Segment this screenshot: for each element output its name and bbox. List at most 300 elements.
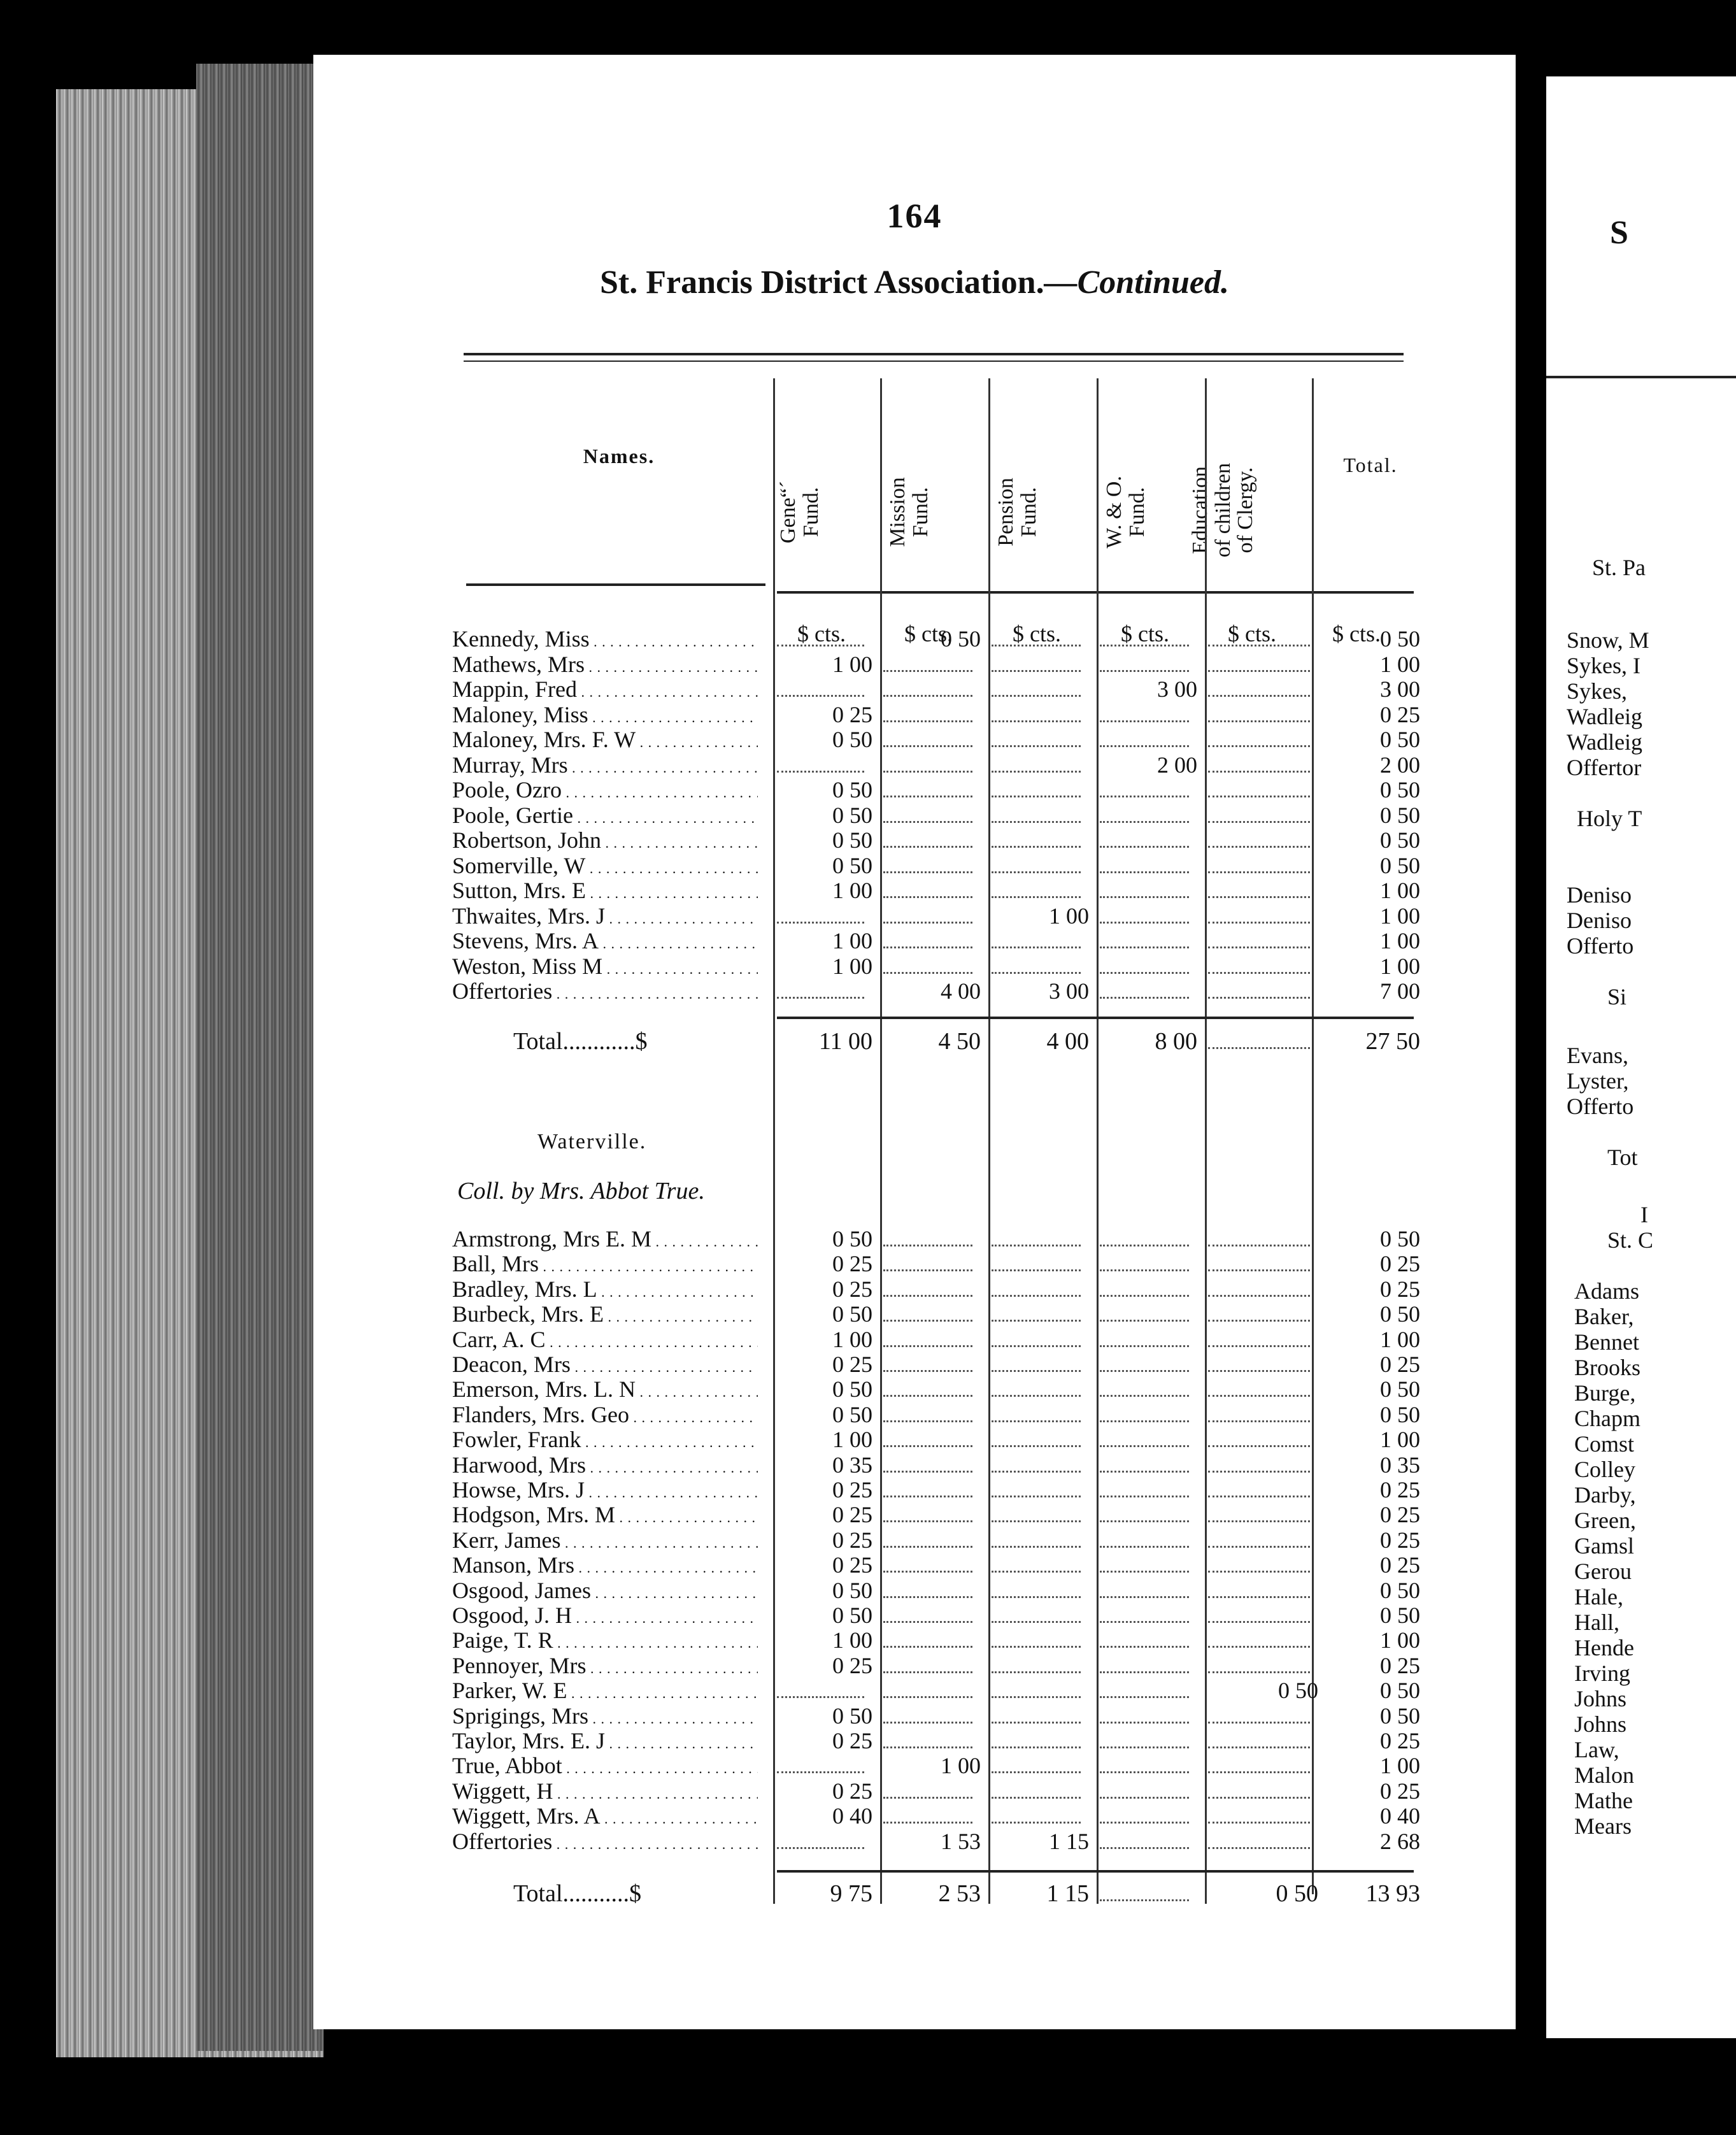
empty-cell-leader xyxy=(1208,695,1310,697)
amount-total: 0 25 xyxy=(1380,1276,1420,1302)
amount-general: 0 50 xyxy=(832,827,872,853)
empty-cell-leader xyxy=(1100,922,1189,924)
amount-total: 0 35 xyxy=(1380,1452,1420,1478)
row-name: Fowler, Frank . . . xyxy=(452,1427,758,1455)
table-row xyxy=(452,1553,1446,1578)
row-name: Manson, Mrs . . . xyxy=(452,1553,758,1580)
empty-cell-leader xyxy=(992,1445,1081,1447)
table-row xyxy=(452,1704,1446,1729)
table-row xyxy=(452,1227,1446,1252)
row-name: Osgood, James . . . xyxy=(452,1578,758,1606)
empty-cell-leader xyxy=(992,1420,1081,1422)
total-label: Total............$ xyxy=(513,1028,648,1055)
empty-cell-leader xyxy=(1208,972,1310,974)
empty-cell-leader xyxy=(992,972,1081,974)
facing-page-text: Hall, xyxy=(1574,1610,1619,1635)
facing-page-text: Hale, xyxy=(1574,1584,1623,1610)
table-row xyxy=(452,727,1446,752)
facing-page-text: Darby, xyxy=(1574,1482,1636,1508)
total-mission: 4 50 xyxy=(938,1028,981,1055)
facing-page-text: Mears xyxy=(1574,1813,1632,1839)
amount-general: 0 50 xyxy=(832,1577,872,1603)
facing-page-text: Comst xyxy=(1574,1431,1635,1457)
table-row xyxy=(452,1804,1446,1829)
amount-total: 1 00 xyxy=(1380,1627,1420,1653)
amount-total: 0 50 xyxy=(1380,1603,1420,1628)
empty-cell-leader xyxy=(1208,1245,1310,1246)
empty-cell-leader xyxy=(1100,1320,1189,1322)
empty-cell-leader xyxy=(883,1370,972,1372)
column-header-education: Education of children of Clergy. xyxy=(1188,462,1258,558)
amount-general: 0 25 xyxy=(832,1251,872,1277)
row-name: Sprigings, Mrs . . . xyxy=(452,1704,758,1731)
empty-cell-leader xyxy=(992,821,1081,823)
empty-cell-leader xyxy=(883,745,972,747)
empty-cell-leader xyxy=(1100,1746,1189,1748)
empty-cell-leader xyxy=(883,1245,972,1246)
empty-cell-leader xyxy=(992,1771,1081,1773)
row-name: Howse, Mrs. J . . . xyxy=(452,1478,758,1505)
empty-cell-leader xyxy=(1100,1546,1189,1548)
row-name: Harwood, Mrs . . . xyxy=(452,1453,758,1480)
empty-cell-leader xyxy=(1208,1797,1310,1799)
table-row xyxy=(452,1252,1446,1276)
table-row xyxy=(452,1403,1446,1427)
amount-total: 1 00 xyxy=(1380,903,1420,929)
empty-cell-leader xyxy=(992,1520,1081,1522)
empty-cell-leader xyxy=(1100,1496,1189,1497)
empty-cell-leader xyxy=(883,1822,972,1824)
empty-cell-leader xyxy=(883,1295,972,1297)
empty-cell-leader xyxy=(883,771,972,773)
empty-cell-leader xyxy=(883,972,972,974)
empty-cell-leader xyxy=(1100,1345,1189,1347)
empty-cell-leader xyxy=(1100,796,1189,797)
row-name: Flanders, Mrs. Geo . . . xyxy=(452,1403,758,1430)
total-row xyxy=(452,1029,1446,1054)
column-header-mission-fund: Mission Fund. xyxy=(886,477,932,547)
row-name: Deacon, Mrs . . . xyxy=(452,1352,758,1380)
amount-general: 0 35 xyxy=(832,1452,872,1478)
empty-cell-leader xyxy=(992,896,1081,898)
amount-total: 0 50 xyxy=(1380,852,1420,878)
amount-total: 0 50 xyxy=(1380,1401,1420,1427)
table-row xyxy=(452,1352,1446,1377)
table-row xyxy=(452,1277,1446,1302)
empty-cell-leader xyxy=(883,720,972,722)
table-row xyxy=(452,904,1446,929)
empty-cell-leader xyxy=(883,1520,972,1522)
empty-cell-leader xyxy=(1208,1722,1310,1724)
empty-cell-leader xyxy=(883,1746,972,1748)
facing-page-text: Bennet xyxy=(1574,1329,1639,1355)
facing-page-text: Si xyxy=(1607,984,1627,1010)
facing-page-text: Green, xyxy=(1574,1508,1636,1533)
row-name: Kerr, James . . . xyxy=(452,1528,758,1555)
amount-general: 0 25 xyxy=(832,1352,872,1377)
table-row xyxy=(452,1729,1446,1753)
row-name: Armstrong, Mrs E. M . . . xyxy=(452,1227,758,1254)
row-name: Kennedy, Miss . . . xyxy=(452,627,758,654)
empty-cell-leader xyxy=(1208,1847,1310,1849)
header-rule-names xyxy=(466,583,765,586)
amount-general: 0 25 xyxy=(832,1276,872,1302)
facing-page-text: Gamsl xyxy=(1574,1533,1634,1559)
facing-page-text: Holy T xyxy=(1577,806,1642,831)
amount-general: 1 00 xyxy=(832,878,872,903)
table-row xyxy=(452,878,1446,903)
facing-page-text: Mathe xyxy=(1574,1788,1633,1813)
empty-cell-leader xyxy=(1100,972,1189,974)
amount-pension: 3 00 xyxy=(1049,978,1089,1004)
empty-cell-leader xyxy=(992,1722,1081,1724)
empty-cell-leader xyxy=(1208,1596,1310,1598)
total-general: 11 00 xyxy=(818,1028,872,1055)
column-header-wo-fund: W. & O. Fund. xyxy=(1102,476,1149,548)
empty-cell-leader xyxy=(1100,1395,1189,1397)
amount-general: 0 25 xyxy=(832,1652,872,1678)
empty-cell-leader xyxy=(777,1771,864,1773)
row-name: Maloney, Miss . . . xyxy=(452,703,758,730)
empty-cell-leader xyxy=(777,695,864,697)
empty-cell-leader xyxy=(992,695,1081,697)
empty-cell-leader xyxy=(1208,821,1310,823)
amount-general: 0 40 xyxy=(832,1803,872,1829)
empty-cell-leader xyxy=(1100,1245,1189,1246)
empty-cell-leader xyxy=(1208,1420,1310,1422)
empty-cell-leader xyxy=(992,720,1081,722)
amount-total: 1 00 xyxy=(1380,1753,1420,1779)
empty-cell-leader xyxy=(883,1797,972,1799)
units-label: $ cts. xyxy=(1121,621,1169,646)
column-header-names: Names. xyxy=(583,445,655,468)
table-row xyxy=(452,1327,1446,1352)
empty-cell-leader xyxy=(992,1696,1081,1698)
empty-cell-leader xyxy=(1100,1722,1189,1724)
empty-cell-leader xyxy=(1208,670,1310,672)
empty-cell-leader xyxy=(1208,946,1310,948)
empty-cell-leader xyxy=(883,1269,972,1271)
amount-total: 1 00 xyxy=(1380,878,1420,903)
empty-cell-leader xyxy=(883,796,972,797)
empty-cell-leader xyxy=(883,946,972,948)
empty-cell-leader xyxy=(1100,645,1189,646)
empty-cell-leader xyxy=(1100,1596,1189,1598)
total-label: Total...........$ xyxy=(513,1880,642,1907)
empty-cell-leader xyxy=(883,1496,972,1497)
empty-cell-leader xyxy=(883,896,972,898)
row-name: Poole, Gertie . . . xyxy=(452,803,758,831)
table-row xyxy=(452,1653,1446,1678)
empty-cell-leader xyxy=(992,846,1081,848)
units-label: $ cts. xyxy=(1013,621,1061,646)
empty-cell-leader xyxy=(1100,1370,1189,1372)
amount-general: 0 25 xyxy=(832,1477,872,1503)
empty-cell-leader xyxy=(1100,1771,1189,1773)
amount-edu: 0 50 xyxy=(1278,1678,1318,1704)
row-name: Pennoyer, Mrs . . . xyxy=(452,1653,758,1681)
empty-cell-leader xyxy=(1100,670,1189,672)
empty-cell-leader xyxy=(1100,871,1189,873)
facing-page-text: S xyxy=(1610,215,1628,251)
amount-mission: 0 50 xyxy=(941,626,981,652)
empty-cell-leader xyxy=(1208,1295,1310,1297)
empty-cell-leader xyxy=(1208,745,1310,747)
amount-total: 0 50 xyxy=(1380,802,1420,828)
empty-cell-leader xyxy=(992,1596,1081,1598)
row-name: Burbeck, Mrs. E . . . xyxy=(452,1302,758,1329)
empty-cell-leader xyxy=(883,1621,972,1623)
amount-total: 0 25 xyxy=(1380,1352,1420,1377)
units-label: $ cts. xyxy=(904,621,953,646)
empty-cell-leader xyxy=(992,1295,1081,1297)
empty-cell-leader xyxy=(992,1746,1081,1748)
facing-page-text: Johns xyxy=(1574,1711,1627,1737)
empty-cell-leader xyxy=(1208,1395,1310,1397)
units-label: $ cts. xyxy=(1332,621,1381,646)
empty-cell-leader xyxy=(1208,871,1310,873)
row-name: Mathews, Mrs . . . xyxy=(452,652,758,680)
facing-page-text: Offertor xyxy=(1567,755,1642,780)
facing-page-text: Sykes, xyxy=(1567,678,1628,704)
row-name: Ball, Mrs . . . xyxy=(452,1252,758,1279)
empty-cell-leader xyxy=(1208,1471,1310,1473)
table-row xyxy=(452,627,1446,652)
amount-mission: 1 00 xyxy=(941,1753,981,1779)
facing-page-text: Deniso xyxy=(1567,882,1632,908)
amount-total: 1 00 xyxy=(1380,1427,1420,1453)
column-header-pension-fund: Pension Fund. xyxy=(994,478,1041,546)
facing-page-text: Offerto xyxy=(1567,933,1634,959)
empty-cell-leader xyxy=(883,670,972,672)
row-name: Offertories . . . xyxy=(452,1829,758,1857)
facing-page-text: St. C xyxy=(1607,1227,1654,1253)
amount-total: 0 50 xyxy=(1380,1376,1420,1403)
row-name: Poole, Ozro . . . xyxy=(452,778,758,805)
empty-cell-leader xyxy=(1208,1370,1310,1372)
empty-cell-leader xyxy=(992,1571,1081,1573)
empty-cell-leader xyxy=(1100,745,1189,747)
empty-cell-leader xyxy=(1100,1295,1189,1297)
amount-general: 0 50 xyxy=(832,802,872,828)
total-pension: 4 00 xyxy=(1046,1028,1089,1055)
empty-cell-leader xyxy=(992,1269,1081,1271)
empty-cell-leader xyxy=(992,871,1081,873)
empty-cell-leader xyxy=(992,796,1081,797)
amount-general: 1 00 xyxy=(832,1326,872,1352)
empty-cell-leader xyxy=(992,1370,1081,1372)
amount-total: 1 00 xyxy=(1380,651,1420,677)
amount-total: 0 25 xyxy=(1380,1527,1420,1553)
amount-general: 0 50 xyxy=(832,1703,872,1729)
amount-total: 0 50 xyxy=(1380,1301,1420,1327)
empty-cell-leader xyxy=(1208,896,1310,898)
book-page-edges xyxy=(56,89,324,2057)
empty-cell-leader xyxy=(1100,1797,1189,1799)
amount-general: 1 00 xyxy=(832,1427,872,1453)
facing-page-text: Wadleig xyxy=(1567,729,1643,755)
ledger-page xyxy=(313,55,1516,2029)
row-name: Robertson, John . . . xyxy=(452,828,758,855)
empty-cell-leader xyxy=(1208,796,1310,797)
table-row xyxy=(452,703,1446,727)
amount-general: 0 50 xyxy=(832,1226,872,1252)
amount-wo: 3 00 xyxy=(1157,676,1197,702)
empty-cell-leader xyxy=(883,1320,972,1322)
table-row xyxy=(452,652,1446,677)
amount-total: 0 25 xyxy=(1380,1552,1420,1578)
amount-general: 0 50 xyxy=(832,1376,872,1403)
table-row xyxy=(452,1478,1446,1503)
facing-page-fragment xyxy=(1546,76,1736,2038)
row-name: Offertories . . . xyxy=(452,979,758,1006)
page-title-main: St. Francis District Association. xyxy=(599,264,1044,301)
table-row xyxy=(452,1603,1446,1628)
page-title-continued: —Continued. xyxy=(1044,264,1230,301)
empty-cell-leader xyxy=(992,1621,1081,1623)
facing-page-text: Chapm xyxy=(1574,1406,1640,1431)
facing-page-text: Burge, xyxy=(1574,1380,1636,1406)
row-name: Parker, W. E . . . xyxy=(452,1678,758,1706)
page-number: 164 xyxy=(886,197,943,235)
amount-general: 0 25 xyxy=(832,1552,872,1578)
empty-cell-leader xyxy=(992,771,1081,773)
empty-cell-leader xyxy=(992,645,1081,646)
amount-general: 0 50 xyxy=(832,852,872,878)
empty-cell-leader xyxy=(777,645,864,646)
empty-cell-leader xyxy=(883,1395,972,1397)
amount-total: 0 50 xyxy=(1380,1678,1420,1704)
empty-cell-leader xyxy=(1208,1771,1310,1773)
row-name: Somerville, W . . . xyxy=(452,853,758,881)
empty-cell-leader xyxy=(883,821,972,823)
amount-total: 1 00 xyxy=(1380,1326,1420,1352)
empty-cell-leader xyxy=(1100,1696,1189,1698)
amount-total: 0 25 xyxy=(1380,701,1420,727)
amount-general: 0 50 xyxy=(832,727,872,752)
empty-cell-leader xyxy=(883,871,972,873)
table-row xyxy=(452,778,1446,803)
empty-cell-leader xyxy=(992,1245,1081,1246)
row-name: Sutton, Mrs. E . . . xyxy=(452,878,758,906)
subtotal-rule xyxy=(777,1870,1414,1873)
empty-cell-leader xyxy=(992,1320,1081,1322)
row-name: Wiggett, Mrs. A . . . xyxy=(452,1804,758,1831)
amount-general: 0 25 xyxy=(832,1728,872,1753)
facing-page-text: Evans, xyxy=(1567,1043,1628,1068)
total-edu: 0 50 xyxy=(1276,1880,1318,1907)
empty-cell-leader xyxy=(992,1546,1081,1548)
total-mission: 2 53 xyxy=(938,1880,981,1907)
facing-page-text: Snow, M xyxy=(1567,627,1649,653)
empty-cell-leader xyxy=(883,1345,972,1347)
empty-cell-leader xyxy=(1100,1671,1189,1673)
empty-cell-leader xyxy=(992,1496,1081,1497)
empty-cell-leader xyxy=(883,1571,972,1573)
row-name: Mappin, Fred . . . xyxy=(452,677,758,704)
row-name: Emerson, Mrs. L. N . . . xyxy=(452,1377,758,1404)
facing-page-text: Deniso xyxy=(1567,908,1632,933)
amount-total: 0 50 xyxy=(1380,626,1420,652)
table-row xyxy=(452,929,1446,953)
facing-page-text: Wadleig xyxy=(1567,704,1643,729)
empty-cell-leader xyxy=(777,771,864,773)
amount-general: 0 50 xyxy=(832,1603,872,1628)
empty-cell-leader xyxy=(1208,1496,1310,1497)
amount-general: 0 50 xyxy=(832,1301,872,1327)
facing-page-text: Baker, xyxy=(1574,1304,1634,1329)
facing-page-text: Adams xyxy=(1574,1278,1639,1304)
empty-cell-leader xyxy=(1100,1646,1189,1648)
table-row xyxy=(452,979,1446,1004)
total-pension: 1 15 xyxy=(1046,1880,1089,1907)
row-name: Stevens, Mrs. A . . . xyxy=(452,929,758,956)
column-header-total: Total. xyxy=(1343,453,1398,476)
empty-cell-leader xyxy=(992,1797,1081,1799)
empty-cell-leader xyxy=(1100,1445,1189,1447)
facing-page-text: St. Pa xyxy=(1592,555,1646,580)
section-heading-waterville: Waterville. xyxy=(537,1130,647,1153)
empty-cell-leader xyxy=(1100,1520,1189,1522)
table-row xyxy=(452,954,1446,979)
empty-cell-leader xyxy=(1100,946,1189,948)
amount-pension: 1 00 xyxy=(1049,903,1089,929)
empty-cell-leader xyxy=(1208,1320,1310,1322)
amount-general: 0 25 xyxy=(832,1778,872,1804)
empty-cell-leader xyxy=(777,997,864,999)
amount-total: 2 68 xyxy=(1380,1828,1420,1854)
empty-cell-leader xyxy=(1100,1621,1189,1623)
empty-cell-leader xyxy=(1208,922,1310,924)
facing-page-text: Irving xyxy=(1574,1660,1630,1686)
table-row xyxy=(452,753,1446,778)
page-title xyxy=(313,264,1516,301)
empty-cell-leader xyxy=(1208,1822,1310,1824)
empty-cell-leader xyxy=(1100,1571,1189,1573)
table-row xyxy=(452,677,1446,702)
table-row xyxy=(452,1503,1446,1527)
empty-cell-leader xyxy=(1100,1847,1189,1849)
amount-general: 0 50 xyxy=(832,777,872,803)
row-name: Maloney, Mrs. F. W . . . xyxy=(452,727,758,755)
empty-cell-leader xyxy=(883,1671,972,1673)
facing-page-text: Malon xyxy=(1574,1762,1634,1788)
amount-total: 0 50 xyxy=(1380,1226,1420,1252)
table-row xyxy=(452,1779,1446,1804)
facing-page-text: Sykes, I xyxy=(1567,653,1640,678)
facing-page-text: Gerou xyxy=(1574,1559,1632,1584)
table-row xyxy=(452,1578,1446,1603)
empty-cell-leader xyxy=(1208,1546,1310,1548)
amount-total: 0 25 xyxy=(1380,1251,1420,1277)
empty-cell-leader xyxy=(992,1671,1081,1673)
empty-cell-leader xyxy=(1208,1047,1310,1049)
empty-cell-leader xyxy=(777,1696,864,1698)
amount-wo: 2 00 xyxy=(1157,752,1197,778)
empty-cell-leader xyxy=(1100,1269,1189,1271)
empty-cell-leader xyxy=(777,1847,864,1849)
amount-total: 0 25 xyxy=(1380,1778,1420,1804)
header-double-rule xyxy=(464,353,1404,362)
table-row xyxy=(452,1427,1446,1452)
units-label: $ cts. xyxy=(1228,621,1276,646)
table-row xyxy=(452,1528,1446,1553)
table-row xyxy=(452,803,1446,828)
amount-total: 2 00 xyxy=(1380,752,1420,778)
empty-cell-leader xyxy=(992,1345,1081,1347)
table-row xyxy=(452,1678,1446,1703)
units-label: $ cts. xyxy=(797,621,846,646)
